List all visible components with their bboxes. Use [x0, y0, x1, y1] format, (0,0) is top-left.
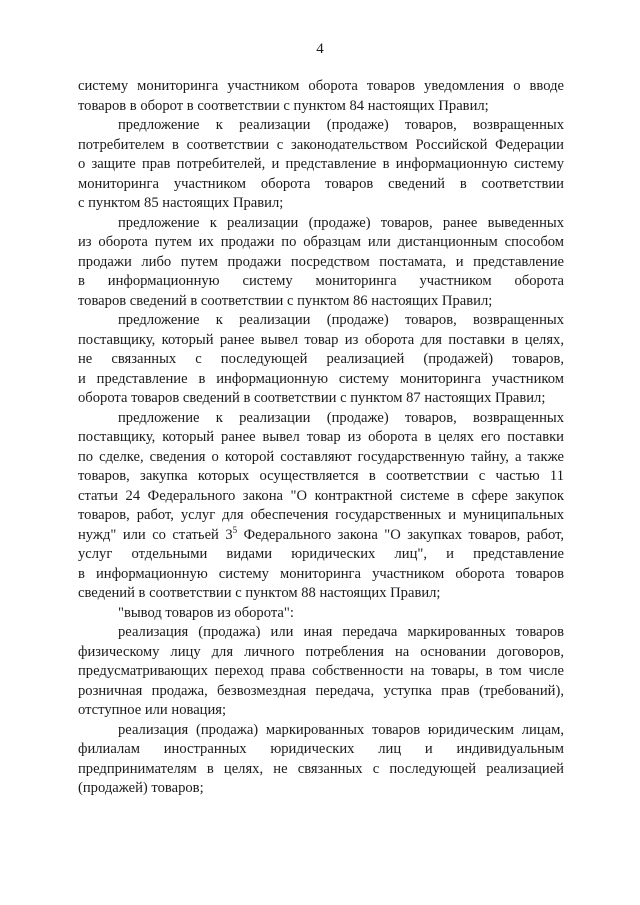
superscript: 5	[232, 524, 238, 535]
document-body	[78, 77, 564, 799]
paragraph-2	[78, 116, 564, 214]
text-line: товаров, работ, услуг для обеспечения государственных и муниципальных	[78, 507, 564, 523]
text-line: отступное или новация;	[78, 702, 227, 718]
text-line: не связанных с последующей реализацией (продажей) товаров,	[78, 351, 564, 367]
text-line: филиалам иностранных юридических лиц и индивидуальным	[78, 741, 564, 757]
text-line: продажи либо путем продажи посредством постамата, и представление	[78, 253, 564, 270]
text-line: с пунктом 85 настоящих Правил;	[78, 195, 284, 211]
text-line: товаров сведений в соответствии с пунктом 86 настоящих Правил;	[78, 292, 493, 309]
text-fragment: нужд" или со статьей 3	[78, 526, 233, 543]
text-line: оборота товаров сведений в соответствии с пунктом 87 настоящих Правил;	[78, 390, 546, 406]
paragraph-6	[78, 604, 564, 624]
text-line: товаров, закупка которых осуществляется в соответствии с частью 11	[78, 468, 564, 484]
page-number: 4	[316, 41, 324, 57]
text-line: предложение к реализации (продаже) товаров, возвращенных	[118, 117, 564, 133]
text-line: предпринимателям в целях, не связанных с последующей реализацией	[78, 760, 564, 777]
text-line: товаров в оборот в соответствии с пунктом 84 настоящих Правил;	[78, 97, 489, 114]
paragraph-4	[78, 311, 564, 409]
text-fragment: Федерального закона "О закупках товаров, работ,	[237, 526, 564, 543]
paragraph-7	[78, 623, 564, 721]
text-line: по сделке, сведения о которой составляют государственную тайну, а также	[78, 448, 564, 465]
text-line: в информационную систему мониторинга участником оборота товаров	[78, 565, 564, 582]
text-line: поставщику, который ранее вывел товар из оборота для поставки в целях,	[78, 331, 564, 348]
paragraph-3	[78, 214, 564, 312]
text-line: предусматривающих переход права собственности на товары, в том числе	[78, 663, 564, 679]
text-line: реализация (продажа) или иная передача маркированных товаров	[118, 624, 564, 640]
text-line: сведений в соответствии с пунктом 88 настоящих Правил;	[78, 585, 441, 601]
paragraph-8	[78, 721, 564, 799]
text-line-with-superscript	[78, 526, 564, 546]
text-line: "вывод товаров из оборота":	[118, 604, 294, 621]
text-line: предложение к реализации (продаже) товаров, ранее выведенных	[118, 214, 564, 231]
text-line: о защите прав потребителей, и представление в информационную систему	[78, 156, 564, 172]
paragraph-5	[78, 409, 564, 604]
text-line: реализация (продажа) маркированных товаров юридическим лицам,	[118, 721, 564, 738]
text-line: поставщику, который ранее вывел товар из оборота в целях его поставки	[78, 429, 564, 445]
text-line: статьи 24 Федерального закона "О контрактной системе в сфере закупок	[78, 487, 564, 504]
text-line: в информационную систему мониторинга участником оборота	[78, 273, 564, 289]
text-line: систему мониторинга участником оборота товаров уведомления о вводе	[78, 78, 564, 94]
text-line: из оборота путем их продажи по образцам или дистанционным способом	[78, 234, 564, 250]
text-line: розничная продажа, безвозмездная передача, уступка прав (требований),	[78, 682, 564, 699]
text-line: (продажей) товаров;	[78, 780, 204, 796]
paragraph-1	[78, 77, 564, 116]
text-line: предложение к реализации (продаже) товаров, возвращенных	[118, 409, 564, 426]
text-line: предложение к реализации (продаже) товаров, возвращенных	[118, 312, 564, 328]
text-line: услуг отдельными видами юридических лиц", и представление	[78, 546, 564, 562]
text-line: физическому лицу для личного потребления на основании договоров,	[78, 643, 564, 660]
text-line: и представление в информационную систему мониторинга участником	[78, 370, 564, 387]
text-line: мониторинга участником оборота товаров сведений в соответствии	[78, 175, 564, 192]
text-line: потребителем в соответствии с законодательством Российской Федерации	[78, 136, 564, 153]
